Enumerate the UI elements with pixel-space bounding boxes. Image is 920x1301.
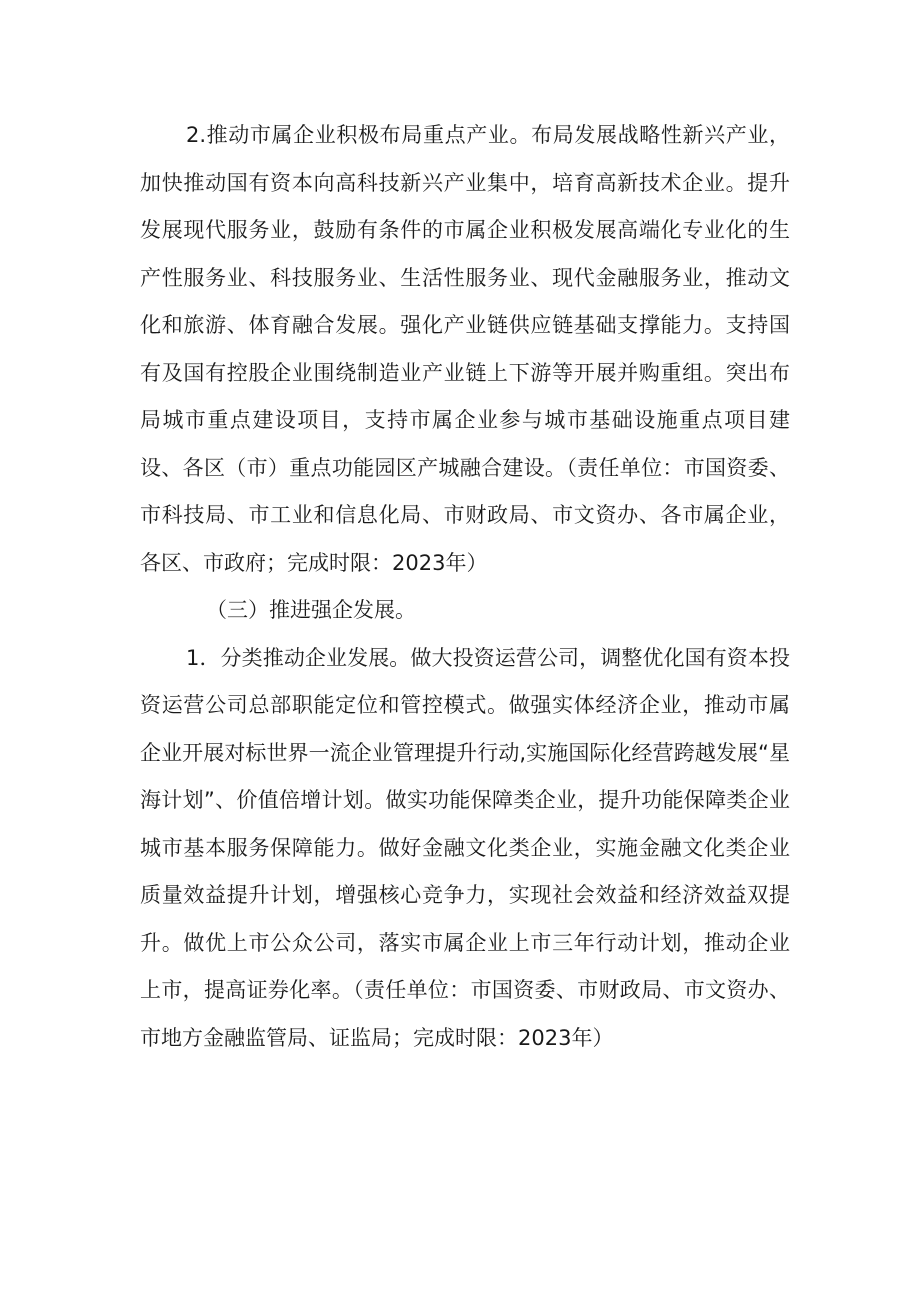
paragraph-industry-layout: 2.推动市属企业积极布局重点产业。布局发展战略性新兴产业，加快推动国有资本向高科技新兴产业集中，培育高新技术企业。提升发展现代服务业，鼓励有条件的市属企业积极发展高端化专业化的生产性服务业、科技服务业、生活性服务业、现代金融服务业，推动文化和旅游、体育融合发展。强化产业链供应链基础支撑能力。支持国有及国有控股企业围绕制造业产业链上下游等开展并购重组。突出布局城市重点建设项目，支持市属企业参与城市基础设施重点项目建设、各区（市）重点功能园区产城融合建设。（责任单位：市国资委、市科技局、市工业和信息化局、市财政局、市文资办、各市属企业，各区、市政府；完成时限：2023年） [140,123,790,575]
document-body [140,112,790,1062]
paragraph-classified-development: 1．分类推动企业发展。做大投资运营公司，调整优化国有资本投资运营公司总部职能定位和管控模式。做强实体经济企业，推动市属企业开展对标世界一流企业管理提升行动,实施国际化经营跨越发展“星海计划”、价值倍增计划。做实功能保障类企业，提升功能保障类企业城市基本服务保障能力。做好金融文化类企业，实施金融文化类企业质量效益提升计划，增强核心竞争力，实现社会效益和经济效益双提升。做优上市公众公司，落实市属企业上市三年行动计划，推动企业上市，提高证券化率。（责任单位：市国资委、市财政局、市文资办、市地方金融监管局、证监局；完成时限：2023年） [140,645,790,1050]
section-heading-strong-enterprise: （三）推进强企发展。 [206,598,416,622]
